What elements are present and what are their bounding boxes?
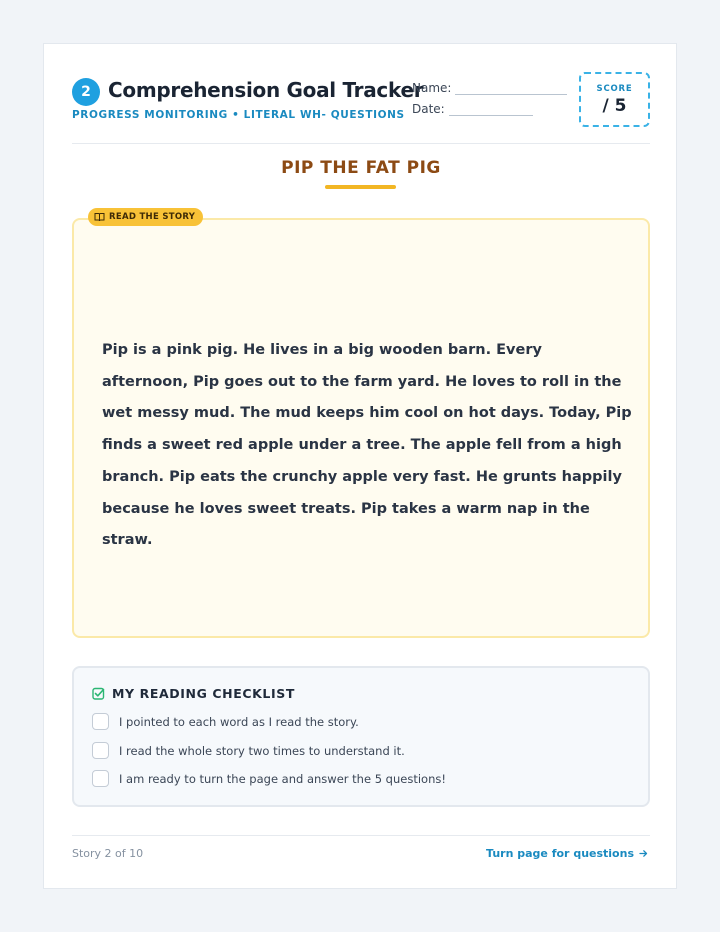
checklist-item[interactable] <box>92 742 405 759</box>
score-value: / 5 <box>602 95 627 116</box>
reading-checklist <box>72 666 650 807</box>
header-divider <box>72 143 650 144</box>
name-label: Name: <box>412 81 452 95</box>
checklist-title: MY READING CHECKLIST <box>112 686 295 701</box>
page-subtitle: PROGRESS MONITORING • LITERAL WH- QUESTIONS <box>72 109 405 121</box>
checkbox[interactable] <box>92 713 109 730</box>
checklist-item-label: I pointed to each word as I read the story. <box>119 714 359 729</box>
checklist-item-label: I read the whole story two times to understand it. <box>119 743 405 758</box>
next-page-link[interactable] <box>486 847 648 860</box>
page-title: Comprehension Goal Tracker <box>108 78 424 102</box>
story-number-badge: 2 <box>72 78 100 106</box>
read-story-label: READ THE STORY <box>109 212 196 222</box>
arrow-right-icon <box>639 849 648 858</box>
checklist-item[interactable] <box>92 713 359 730</box>
date-label: Date: <box>412 102 445 116</box>
book-icon <box>94 212 105 222</box>
story-title: PIP THE FAT PIG <box>281 158 441 178</box>
story-text: Pip is a pink pig. He lives in a big wooden barn. Every afternoon, Pip goes out to the farm yard. He loves to roll in the wet messy mud. The mud keeps him cool on hot days. Today, Pip finds a sweet red apple under a tree. The apple fell from a high branch. Pip eats the crunchy apple very fast. He grunts happily because he loves sweet treats. Pip takes a warm nap in the straw. <box>102 342 632 549</box>
date-line[interactable] <box>449 106 533 116</box>
checklist-header <box>92 686 295 701</box>
worksheet-page <box>43 43 677 889</box>
date-field[interactable] <box>412 102 533 116</box>
name-field[interactable] <box>412 81 567 95</box>
checkbox-checked-icon <box>92 687 105 700</box>
read-story-tag <box>88 208 203 226</box>
story-progress: Story 2 of 10 <box>72 847 144 860</box>
header <box>72 72 650 144</box>
name-line[interactable] <box>455 85 567 95</box>
story-title-underline <box>325 185 396 189</box>
checkbox[interactable] <box>92 742 109 759</box>
score-label: SCORE <box>596 83 633 94</box>
checklist-item[interactable] <box>92 770 446 787</box>
checklist-item-label: I am ready to turn the page and answer the 5 questions! <box>119 771 446 786</box>
score-box <box>579 72 650 127</box>
footer-divider <box>72 835 650 836</box>
checkbox[interactable] <box>92 770 109 787</box>
story-box <box>72 218 650 638</box>
next-page-label: Turn page for questions <box>486 847 634 860</box>
